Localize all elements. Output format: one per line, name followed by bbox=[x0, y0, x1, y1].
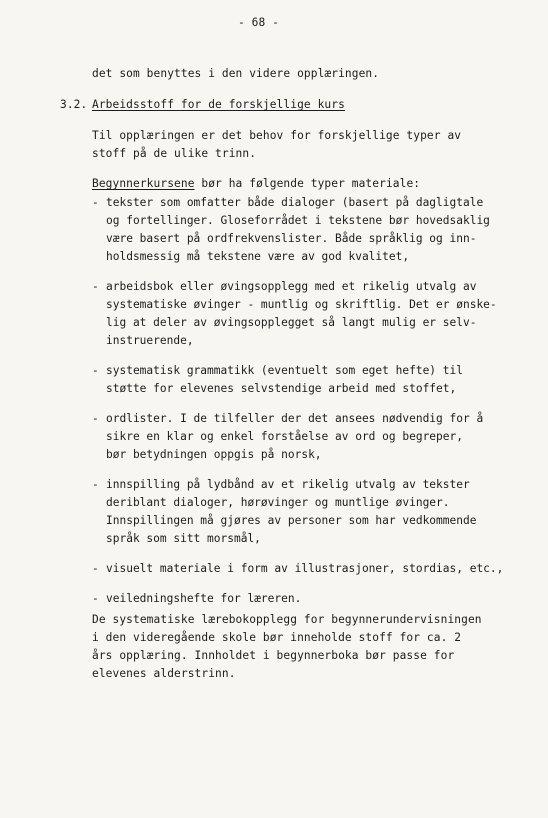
lead-sentence bbox=[92, 176, 420, 191]
intro-line: det som benyttes i den videre opplæringen. bbox=[92, 67, 380, 80]
list-item bbox=[92, 560, 522, 578]
list-line: veiledningshefte for læreren. bbox=[106, 592, 302, 605]
list-line: tekster som omfatter både dialoger (basert på dagligtale bbox=[106, 196, 484, 209]
list-dash: - bbox=[92, 592, 99, 605]
list-line: deriblant dialoger, hørøvinger og muntlige øvinger. bbox=[106, 496, 450, 509]
list-line: være basert på ordfrekvenslister. Både språklig og inn- bbox=[106, 232, 477, 245]
paragraph-line: stoff på de ulike trinn. bbox=[92, 147, 257, 160]
lead-underlined: Begynnerkursene bbox=[92, 177, 195, 190]
list-line: støtte for elevenes selvstendige arbeid med stoffet, bbox=[106, 382, 457, 395]
section-number: 3.2. bbox=[60, 98, 88, 111]
list-item bbox=[92, 410, 522, 464]
paragraph-line: Til opplæringen er det behov for forskjellige typer av bbox=[92, 129, 462, 142]
list-dash: - bbox=[92, 364, 99, 377]
materials-list bbox=[92, 194, 522, 620]
list-dash: - bbox=[92, 562, 99, 575]
list-line: Innspillingen må gjøres av personer som har vedkommende bbox=[106, 514, 477, 527]
lead-rest: bør ha følgende typer materiale: bbox=[194, 177, 421, 190]
list-line: bør betydningen oppgis på norsk, bbox=[106, 448, 322, 461]
list-line: lig at deler av øvingsopplegget så langt mulig er selv- bbox=[106, 316, 477, 329]
list-item bbox=[92, 194, 522, 266]
list-item bbox=[92, 476, 522, 548]
list-dash: - bbox=[92, 196, 99, 209]
list-item bbox=[92, 590, 522, 608]
list-line: innspilling på lydbånd av et rikelig utvalg av tekster bbox=[106, 478, 470, 491]
list-line: instruerende, bbox=[106, 334, 194, 347]
closing-line: års opplæring. Innholdet i begynnerboka bør passe for bbox=[92, 649, 455, 662]
closing-line: i den videregående skole bør inneholde stoff for ca. 2 bbox=[92, 631, 462, 644]
list-line: språk som sitt morsmål, bbox=[106, 532, 261, 545]
list-line: systematiske øvinger - muntlig og skriftlig. Det er ønske- bbox=[106, 298, 497, 311]
list-line: holdsmessig må tekstene være av god kvalitet, bbox=[106, 250, 410, 263]
closing-line: elevenes alderstrinn. bbox=[92, 667, 236, 680]
list-item bbox=[92, 362, 522, 398]
list-line: og fortellinger. Gloseforrådet i tekstene bør hovedsaklig bbox=[106, 214, 490, 227]
closing-line: De systematiske lærebokopplegg for begynnerundervisningen bbox=[92, 613, 482, 626]
list-line: arbeidsbok eller øvingsopplegg med et rikelig utvalg av bbox=[106, 280, 477, 293]
list-dash: - bbox=[92, 280, 99, 293]
list-item bbox=[92, 278, 522, 350]
list-dash: - bbox=[92, 412, 99, 425]
page-number: - 68 - bbox=[238, 16, 280, 29]
list-line: ordlister. I de tilfeller der det ansees nødvendig for å bbox=[106, 412, 484, 425]
list-line: systematisk grammatikk (eventuelt som eget hefte) til bbox=[106, 364, 463, 377]
section-title: Arbeidsstoff for de forskjellige kurs bbox=[92, 98, 345, 111]
list-dash: - bbox=[92, 478, 99, 491]
list-line: sikre en klar og enkel forståelse av ord og begreper, bbox=[106, 430, 463, 443]
list-line: visuelt materiale i form av illustrasjoner, stordias, etc., bbox=[106, 562, 504, 575]
